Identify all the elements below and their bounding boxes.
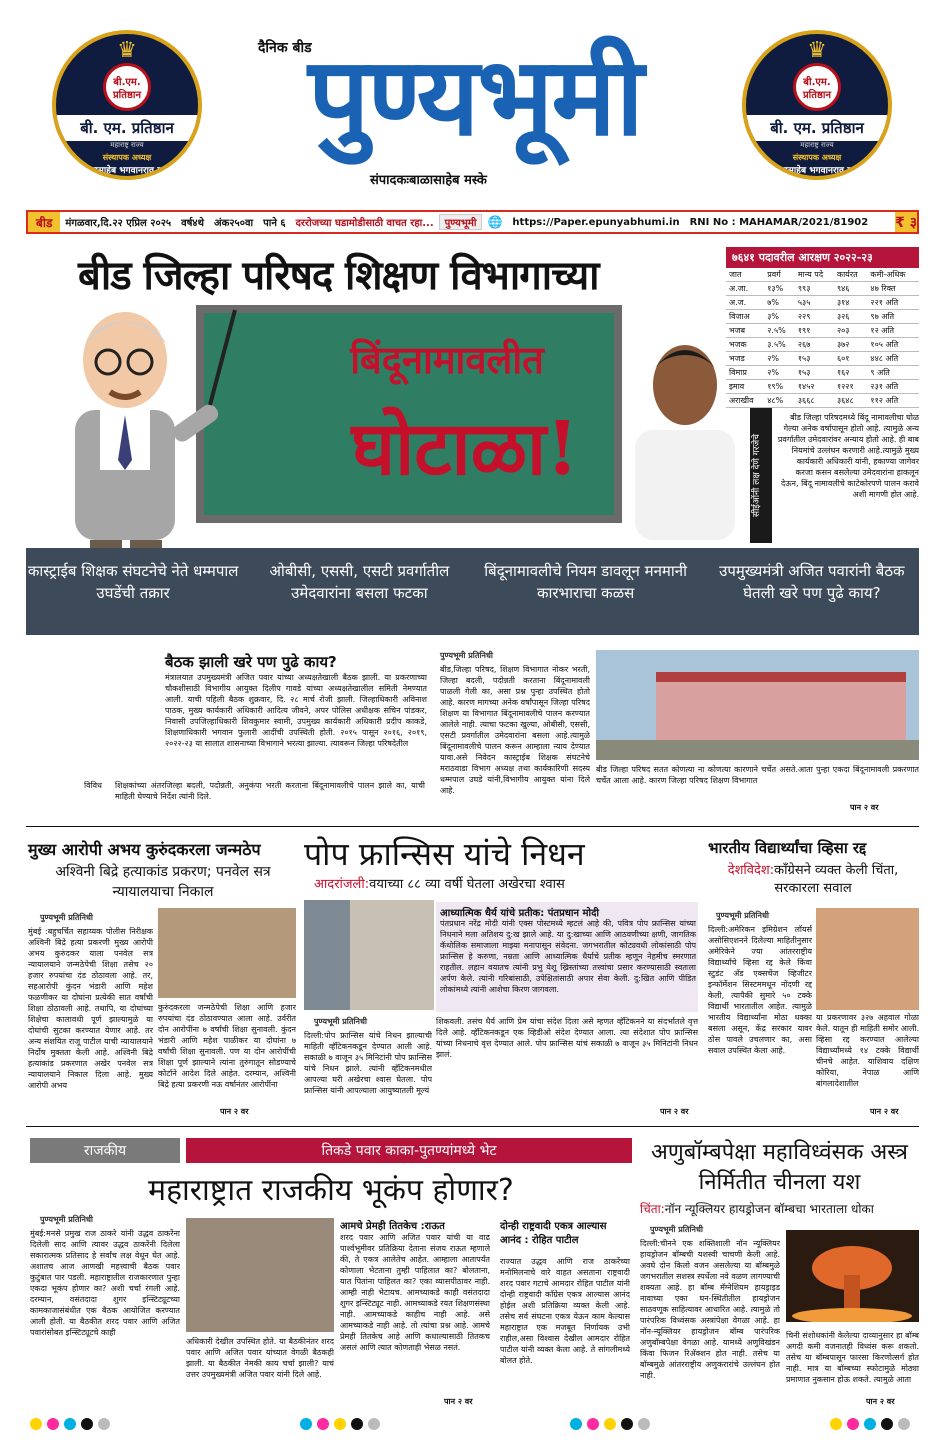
pope-byline: पुण्यभूमी प्रतिनिधी [314, 1017, 367, 1026]
crown-icon: ♛ [807, 38, 827, 63]
crown-icon: ♛ [117, 38, 137, 63]
pope-subtitle: वयाच्या ८८ व्या वर्षी घेतला अखेरचा श्वास [369, 877, 565, 892]
reservation-table-card [726, 247, 919, 408]
visa-side: या प्रकरणावर ३२७ अहवाल गोळा केले. यातून ही माहिती समोर आली. व्हिसा रद्द करण्यात आलेल्या विद्यार्थ्यांमध्ये १४ टक्के विद्यार्थी चीनचे आहेत. याशिवाय दक्षिण कोरिया, नेपाळ आणि बांगलादेशातील [816, 1013, 919, 1088]
building-photo-caption: बीड जिल्हा परिषद सतत कोणत्या ना कोणत्या कारणाने चर्चेत असते.आता पुन्हा एकदा बिंदूनामावली प्रकरणात चर्चेत आला आहे. कारण जिल्हा परिषद शिक्षण विभागात [596, 765, 919, 785]
table-row [726, 380, 919, 394]
pope-continued: पान २ वर [660, 1107, 689, 1116]
cell: १९% [764, 380, 795, 394]
cell: १२ अति [867, 324, 919, 338]
cell: १९१ [795, 324, 834, 338]
pope-photo [350, 900, 434, 1010]
meeting-body: मंत्रालयात उपमुख्यमंत्री अजित पवार यांच्या अध्यक्षतेखाली बैठक झाली. या प्रकरणाच्या चौकशीसाठी विभागीय आयुक्त दिलीप गावडे यांच्या अध्यक्षतेखालील समिती नेमण्यात आली. याची पहिली बैठक शुक्रवार, दि. २८ मार्च रोजी झाली. जिल्हाधिकारी अविनाश पाठक, मुख्य कार्यकारी अधिकारी आदित्य जीवने, अपर पोलिस अधीक्षक सचिन पांडकर, निवासी उपजिल्हाधिकारी शिवकुमार स्वामी, उपमुख्य कार्यकारी अधिकारी प्रदीप काकडे, शिक्षणाधिकारी भगवान फुलारी आदींची उपस्थिती होती. २०१५ पासून २०१६, २०१९, २०२२-२३ या सालात शासनाच्या विभागाने भरत्या झाल्या. त्यावरून जिल्हा परिषदेतील [165, 673, 427, 748]
politics-continued: पान २ वर [444, 1397, 473, 1406]
anand-body: राज्यात उद्धव आणि राज ठाकरेंच्या मनोमिलनाचे वारे वाहत असताना राष्ट्रवादी शरद पवार गटाचे आमदार रोहित पाटील यांनी दोन्ही राष्ट्रवादी कॉंग्रेस एकत्र आल्यास आनंद होईल अशी प्रतिक्रिया व्यक्त केली आहे. तसेच सर्व संघटना एकत्र येऊन काम केल्यास महाराष्ट्रात एक मजबूत निर्णायक उभी राहील,असा विश्वास देखील आमदार रोहित पाटील यांनी व्यक्त केला आहे. ते सांगलीमध्ये बोलत होते. [500, 1257, 630, 1365]
cell: ४७ रिक्त [867, 282, 919, 296]
col-header: मान्य पदे [795, 268, 834, 282]
table-header-row [726, 268, 919, 282]
publisher-logo-right [742, 30, 892, 180]
highlight-item: बिंदूनामावलीचे नियम डावलून मनमानी कारभाराचा कळस [484, 562, 687, 602]
issue-date: मंगळवार,दि.२२ एप्रिल २०२५ [65, 218, 172, 229]
section-divider [26, 1126, 919, 1127]
lead-byline: पुण्यभूमी प्रतिनिधी [440, 651, 493, 660]
reservation-table [726, 268, 919, 408]
paper-url[interactable]: https://Paper.epunyabhumi.in [512, 216, 680, 228]
cell: भजड [726, 352, 764, 366]
tagline: दररोजच्या घडामोडीसाठी वाचत रहा... [295, 218, 434, 229]
visa-title: भारतीय विद्यार्थ्यांचा व्हिसा रद्द [708, 839, 867, 857]
explosion-photo [786, 1230, 919, 1322]
cell: ६०१ [834, 352, 867, 366]
editor-line: संपादकःबाळासाहेब मस्के [370, 173, 487, 188]
cell: ९९३ [795, 282, 834, 296]
politics-headline: महाराष्ट्रात राजकीय भूकंप होणार? [148, 1173, 514, 1208]
logo-founder-title: संस्थापक अध्यक्ष [102, 153, 152, 162]
table-row [726, 282, 919, 296]
anand-title: दोन्ही राष्ट्रवादी एकत्र आल्यास आनंद : रोहित पाटील [500, 1221, 607, 1246]
table-row [726, 352, 919, 366]
cell: २०३ [834, 324, 867, 338]
globe-icon: 🌐 [487, 215, 503, 229]
abhay-body-2: कुरुंदकरला जन्मठेपेची शिक्षा आणि हजार रुपयांचा दंड ठोठावण्यात आला आहे. उर्वरीत दोन आरोपींना ७ वर्षांची शिक्षा सुनावली. कुंदन भंडारी आणि महेश पाळीकर या दोघांना ७ वर्षांची शिक्षा सुनावली. पण या दोन आरोपींची शिक्षा पूर्ण झाल्याने त्यांना तुरुंगातून सोडण्याचे कोर्टाने आदेश दिले आहेत. दरम्यान, अश्विनी बिद्रे हत्या प्रकरणी नऊ वर्षानंतर आरोपींना [158, 1003, 296, 1089]
cell: २.५% [764, 324, 795, 338]
col-header: कमी-अधिक [867, 268, 919, 282]
logo-state: महाराष्ट्र राज्य [800, 141, 834, 149]
highlight-item: कास्ट्राईब शिक्षक संघटनेचे नेते धम्मपाल उघडेंची तक्रार [27, 562, 239, 602]
cell: २६७ [795, 338, 834, 352]
logo-seal: बी.एम. प्रतिष्ठान [103, 63, 151, 111]
politics-body: मुंबई:मनसे प्रमुख राज ठाकरे यांनी उद्धव ठाकरेंना दिलेली साद आणि त्यावर उद्धव ठाकरेंनी दिलेला सकारात्मक प्रतिसाद हे सर्वांच लक्ष वेधून घेत आहे. अशातच आज आणखी महत्त्वाची बैठक पवार कुटुंबात पार पडली. महाराष्ट्रातील राजकारणात पुन्हा एकदा भूकंप होणार का? अशी चर्चा रंगली आहे. दरम्यान, वसंतदादा शुगर इन्स्टिट्यूटच्या कामकाजासंबंधीत एक बैठक आयोजित करण्यात आली होती. या बैठकीत शरद पवार आणि अजित पवारांसोबत इन्स्टिट्यूटचे काही [30, 1229, 180, 1337]
abhay-continued: पान २ वर [220, 1107, 249, 1116]
lead-highlights-strip [26, 548, 919, 635]
cell: भजब [726, 324, 764, 338]
registration-dots-center-right [570, 1418, 650, 1430]
cell: ९४६ [834, 282, 867, 296]
visa-subtitle: काँग्रेसने व्यक्त केली चिंता, सरकारला सवाल [774, 863, 899, 896]
cell: १५३ [795, 352, 834, 366]
col-header: जात [726, 268, 764, 282]
page-count: पाने ६ [263, 218, 286, 229]
china-headline: अणुबॉम्बपेक्षा महाविध्वंसक अस्त्र निर्मितीत चीनला यश [651, 1140, 908, 1195]
cell: अराखीव [726, 394, 764, 408]
politics-body-2: अधिकारी देखील उपस्थित होते. या बैठकीनंतर शरद पवार आणि अजित पवार यांच्यात वेगळी बैठकही झाली. या बैठकीत नेमकी काय चर्चा झाली? याचं उत्तर उपमुख्यमंत्री अजित पवार यांनी दिले आहे. [186, 1337, 334, 1379]
cell: ३६४८ [834, 394, 867, 408]
zp-building-photo [596, 650, 919, 760]
raut-title: आमचे प्रेमही तितकेच :राऊत [340, 1221, 445, 1232]
cell: १०५ अति [867, 338, 919, 352]
cell: २३१ अति [867, 380, 919, 394]
rni-number: RNI No : MAHAMAR/2021/81902 [689, 216, 869, 228]
cell: २% [764, 366, 795, 380]
abhay-subtitle: अश्विनी बिद्रे हत्याकांड प्रकरण; पनवेल सत्र न्यायालयाचा निकाल [55, 864, 271, 900]
cell: अ.जा. [726, 282, 764, 296]
lead-line-1: बिंदूनामावलीत [350, 338, 544, 382]
abhay-body: मुंबई :बहुचर्चित सहाय्यक पोलीस निरीक्षक अश्विनी बिद्रे हत्या प्रकरणी मुख्य आरोपी अभय कुरुंदकर याला पनवेल सत्र न्यायालयाने जन्मठेपेची शिक्षा तसेच २० हजार रुपयांचा दंड ठोठावला आहे. तर, सहआरोपी कुंदन भंडारी आणि महेश फळणीकर या दोघांना प्रत्येकी सात वर्षांची शिक्षा ठोठावली आहे. तथापि, या दोघांच्या शिक्षेचा कालावधी पूर्ण झाल्यामुळे या दोघांची सुटका करण्यात येणार आहे. तर अन्य संशयित राजू पाटील याची न्यायालयाने निर्दोष मुक्तता केली आहे. अश्विनी बिद्रे हत्याकांड प्रकरणात अखेर पनवेल सत्र न्यायालयाने निकाल दिला आहे. मुख्य आरोपी अभय [28, 927, 153, 1090]
meeting-title: बैठक झाली खरे पण पुढे काय? [165, 653, 337, 671]
section-divider [26, 826, 919, 827]
lead-line-2: घोटाळा! [351, 406, 579, 492]
politics-banner: तिकडे पवार काका-पुतण्यांमध्ये भेट [186, 1138, 632, 1163]
cell: २% [764, 352, 795, 366]
pope-kicker: आदरांजली: [314, 877, 370, 892]
cell: १६२ [834, 366, 867, 380]
masthead-label: दैनिक बीड [258, 40, 312, 56]
visa-continued: पान २ वर [870, 1107, 899, 1116]
logo-name: बी. एम. प्रतिष्ठान [56, 115, 198, 141]
cell: ३.५% [764, 338, 795, 352]
cell: १३% [764, 282, 795, 296]
cell: भजक [726, 338, 764, 352]
cell: १२२१ [834, 380, 867, 394]
logo-founder: बाळासाहेब भगवानराव मस्के [771, 166, 863, 176]
table-row [726, 394, 919, 408]
city-label: बीड [28, 212, 60, 232]
cell: इमाव [726, 380, 764, 394]
accused-photo [158, 908, 296, 998]
meeting-tail: शिक्षकांच्या अंतरजिल्हा बदली, पदोन्नती, अनुकंपा भरती करताना बिंदूनामावलीचे पालन झाले का, याची माहिती घेण्याचे निर्देश त्यांनी दिले. [115, 781, 425, 801]
table-row [726, 296, 919, 310]
vertical-caption: सीईओंनी लक्ष देणे गरजेचे [750, 408, 772, 543]
cell: ३१४ [834, 296, 867, 310]
cell: ५३५ [795, 296, 834, 310]
lead-headline: बीड जिल्हा परिषद शिक्षण विभागाच्या [78, 253, 599, 299]
politics-byline: पुण्यभूमी प्रतिनिधी [40, 1215, 93, 1224]
visa-byline: पुण्यभूमी प्रतिनिधी [716, 911, 769, 920]
registration-dots-right [830, 1418, 910, 1430]
pope-body: दिल्ली:पोप फ्रान्सिस यांचे निधन झाल्याची माहिती व्हॅटिकनकडून देण्यात आली आहे. सकाळी ७ वाजून ३५ मिनिटांनी पोप फ्रान्सिस यांचे निधन झाले. त्यांनी व्हॅटिकनमधील आपल्या घरी अखेरचा श्वास घेतला. पोप फ्रान्सिस यांनी आपल्याला आयुष्यातली मूल्यं [304, 1031, 432, 1095]
china-byline: पुण्यभूमी प्रतिनिधी [650, 1225, 703, 1234]
modi-title: आध्यात्मिक धैर्य यांचे प्रतीक: पंतप्रधान मोदी [440, 908, 600, 919]
politics-section-label: राजकीय [30, 1138, 180, 1163]
newspaper-title: पुण्यभूमी [308, 35, 642, 160]
cell: ३% [764, 310, 795, 324]
logo-state: महाराष्ट्र राज्य [110, 141, 144, 149]
cell: अ.ज. [726, 296, 764, 310]
china-body: दिल्ली:चीनने एक शक्तिशाली नॉन न्यूक्लियर हायड्रोजन बॉम्बची यशस्वी चाचणी केली आहे. अवघे दोन किलो वजन असलेल्या या बॉम्बमुळे जगभरातील सशस्त्र स्पर्धेला नवे वळण लागण्याची शक्यता आहे. हा बॉम्ब मॅग्नेशियम हायड्राइड नावाच्या एका घन-स्थितीतील हायड्रोजन साठवणूक साहित्यावर आधारित आहे. त्यामुळे तो पारंपरिक विध्वंसक अस्त्रांपेक्षा वेगळा आहे. हा नॉन-न्यूक्लियर हायड्रोजन बॉम्ब पारंपरिक अणुबॉम्बपेक्षा वेगळा आहे. यामध्ये अणुविखंडन किंवा फिजन रिॲक्शन होत नाही. तसेच या बॉम्बमुळे आंतरराष्ट्रीय अणुकरारांचे उल्लंघन होत नाही. [640, 1239, 780, 1380]
issue-year: वर्ष४थे [181, 218, 205, 229]
publisher-logo-left [52, 30, 202, 180]
registration-dots-left [30, 1418, 110, 1430]
logo-name: बी. एम. प्रतिष्ठान [746, 115, 888, 141]
pope-title: पोप फ्रान्सिस यांचे निधन [304, 835, 585, 873]
cell: विमाप्र [726, 366, 764, 380]
china-kicker: चिंता: [640, 1202, 665, 1216]
cell: विजाअ [726, 310, 764, 324]
cell: ७% [764, 296, 795, 310]
lead-story-body: बीड,जिल्हा परिषद, शिक्षण विभागात नोकर भरती, जिल्हा बदली, पदोन्नती करताना बिंदूनामावली पाळली गेली का, असा प्रश्न पुन्हा उपस्थित होतो आहे. कारण मागच्या अनेक वर्षांपासून जिल्हा परिषद शिक्षण या विभागात बिंदूनामावलीचे पालन करण्यात आलेले नाही. त्याचा फटका खुल्या, ओबीसी, एससी, एसटी प्रवर्गातील उमेदवारांना बसला आहे.त्यामुळे बिंदूनामावलीचे पालन करून आम्हाला न्याय देण्यात यावा.असे निवेदन कास्ट्राईब शिक्षक संघटनेचे मराठवाडा विभाग अध्यक्ष तथा कार्यकारिणी सदस्य धम्मपाल उघडे यांनी,विभागीय आयुक्त यांना दिले आहे. [440, 665, 590, 795]
lead-sidenote: बीड जिल्हा परिषदमध्ये बिंदू नामावलीचा घोळ गेल्या अनेक वर्षापासून होतो आहे. त्यामुळे अन्य प्रवर्गातील उमेदवारांवर अन्याय होतो आहे. ही बाब नियमांचे उल्लंघन करणारी आहे.त्यामुळे मुख्य कार्यकारी अधिकारी यांनी, हकाण्या जागेवर करजा कसन बसलेल्या उमेदवारांना हाकलून देऊन, बिंदू नामावलीचे काटेकोरपणे पालन करावे अशी मागणी होत आहे. [777, 413, 919, 499]
cell: २२१ अति [867, 296, 919, 310]
price-tag: ₹ ३ [895, 212, 917, 232]
table-row [726, 324, 919, 338]
logo-seal: बी.एम. प्रतिष्ठान [793, 63, 841, 111]
highlight-item: उपमुख्यमंत्री अजित पवारांनी बैठक घेतली खरे पण पुढे काय? [719, 562, 905, 602]
cell: १५३ [795, 366, 834, 380]
cell: ९७ अति [867, 310, 919, 324]
china-subtitle: नॉन न्यूक्लियर हायड्रोजन बॉम्बचा भारताला धोका [664, 1202, 874, 1216]
paper-badge: पुण्यभूमी [439, 214, 483, 230]
china-side: चिनी संशोधकांनी केलेल्या दाव्यानुसार हा बॉम्ब अगदी कमी वजनातही विध्वंस करू शकतो. तसेच या बॉम्बपासून फारसा किरणोत्सर्ग होत नाही. मात्र या बॉम्बच्या स्फोटामुळे मोठ्या प्रमाणात नुकसान होऊ शकते. त्यामुळे आता [786, 1331, 919, 1384]
cell: ४८% [764, 394, 795, 408]
info-bar [26, 210, 919, 234]
cell: ३२६ [834, 310, 867, 324]
logo-founder: बाळासाहेब भगवानराव मस्के [81, 166, 173, 176]
meeting-side-label: विविध [84, 781, 102, 790]
china-subtitle-line [640, 1200, 919, 1217]
abhay-title: मुख्य आरोपी अभय कुरुंदकरला जन्मठेप [28, 840, 261, 859]
pope-bottom: शिकवली. तसंच धैर्य आणि प्रेम यांचा संदेश दिला असे म्हणत व्हॅटिकनने या संदर्भातले वृत्त दिले आहे. व्हॅटिकनकडून एक व्हिडीओ संदेश देण्यात आला. त्या संदेशात पोप फ्रान्सिस यांच्या निधनाचे वृत्त देण्यात आले. पोप फ्रान्सिस यांचं सकाळी ७ वाजून ३५ मिनिटांनी निधन झालं. [436, 1017, 698, 1059]
table-row [726, 338, 919, 352]
cell: ९ अति [867, 366, 919, 380]
table-row [726, 310, 919, 324]
highlight-item: ओबीसी, एससी, एसटी प्रवर्गातील उमेदवारांना बसला फटका [269, 562, 450, 602]
pope-subtitle-line [314, 874, 565, 892]
table-row [726, 366, 919, 380]
abhay-byline: पुण्यभूमी प्रतिनिधी [40, 913, 93, 922]
reservation-title: ७६४१ पदावरील आरक्षण २०२२-२३ [726, 247, 919, 268]
cell: ३७२ [834, 338, 867, 352]
cell: १४५२ [795, 380, 834, 394]
cell: २२९ [795, 310, 834, 324]
raut-body: शरद पवार आणि अजित पवार यांची या वाढ पार्श्वभूमीवर प्रतिक्रिया देताना संजय राऊत म्हणाले की, ते एकत्र आलेतेच आहेत. आम्हाला आतापर्यंत कोणाला भेटताना तुम्ही पाहिलात का? बोलताना, यात पितांना पाहिलत का? एका व्यासपीठावर नाही. आम्ही नाही भेटायच. आमच्याकडे काही वसंतदादा शुगर इन्स्टिट्यूट नाही. आमच्याकडे रयत शिक्षणसंस्था नाही. आमच्याकडे काहीच नाही आहे. असे आमच्याकडे नाही आहे. तो त्यांचा प्रश्न आहे. आमचे प्रेमही तितकेच आहे आणि कधाल्यासाठी तितकच असलं आणि त्यात कोणताही भेसळ नसतं. [340, 1233, 490, 1352]
issue-number: अंक२५०वा [214, 218, 254, 229]
visa-subtitle-line [708, 862, 918, 898]
col-header: प्रवर्ग [764, 268, 795, 282]
lead-continued: पान २ वर [850, 803, 879, 812]
cell: ४४८ अति [867, 352, 919, 366]
visa-body: दिल्ली:अमेरिकन इमिग्रेशन लॉयर्स असोसिएशनने दिलेल्या माहितीनुसार अमेरिकेने ज्या आंतरराष्ट्रीय विद्यार्थ्यांचे व्हिसा रद्द केले किंवा स्टुडंट अँड एक्सचेंज व्हिजीटर इन्फॉर्मेशन सिस्टममधून नोंदणी रद्द केली, त्यापैकी सुमारे ५० टक्के विद्यार्थी भारतातील आहेत. त्यामुळे भारतीय विद्यार्थ्यांना मोठा धक्का बसला असून, केंद्र सरकार यावर ठोस पावले उचलणार का, असा सवाल उपस्थित केला आहे. [708, 925, 812, 1055]
cell: ३६६८ [795, 394, 834, 408]
visa-kicker: देशविदेश: [727, 863, 775, 878]
col-header: कार्यरत [834, 268, 867, 282]
modi-body: पंतप्रधान नरेंद्र मोदी यांनी एक्स पोस्टमध्ये म्हटलं आहे की, पवित्र पोप फ्रान्सिस यांच्या निधनाने मला अतिशय दु:ख झाले आहे. या दु:खाच्या आणि आठवणीच्या क्षणी, जागतिक कॅथोलिक समाजाला माझ्या मनापासून संवेदना. जगभरातील कोट्यवधी लोकांसाठी पोप फ्रान्सिस हे करुणा, नम्रता आणि आध्यात्मिक धैर्याचे प्रतीक म्हणून नेहमीच स्मरणात राहतील. लहान वयातच त्यांनी प्रभु येशू ख्रिस्तांच्या तत्त्वांचा प्रसार करण्यासाठी स्वतःला अर्पण केले. त्यांनी गरिबांसाठी, उपेक्षितांसाठी अपार सेवा केली. दु:खित आणि पीडित लोकांमध्ये त्यांनी आशेचा किरण जागवला. [440, 919, 696, 994]
trump-photo [816, 908, 919, 1010]
cell: ११२ अति [867, 394, 919, 408]
logo-founder-title: संस्थापक अध्यक्ष [792, 153, 842, 162]
china-continued: पान २ वर [866, 1397, 895, 1406]
pawar-photo [186, 1218, 334, 1332]
registration-dots-center-left [300, 1418, 380, 1430]
